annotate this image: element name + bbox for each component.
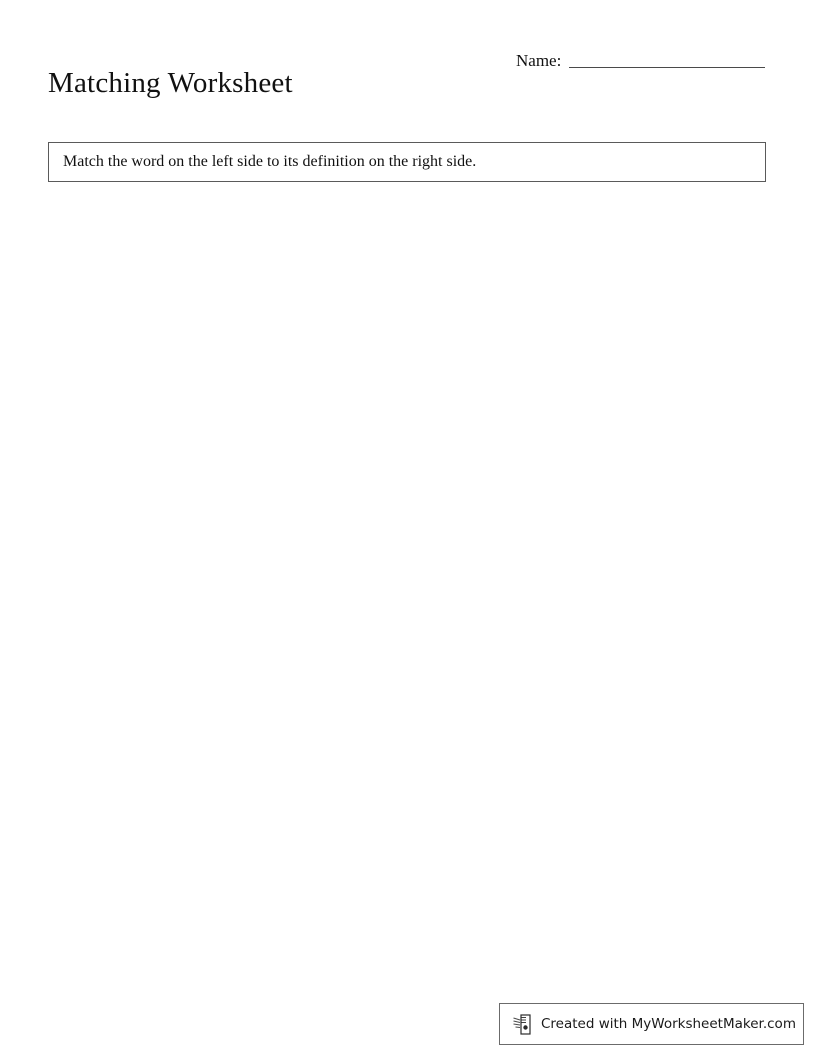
name-write-in-line[interactable] bbox=[569, 67, 765, 68]
matching-work-area bbox=[48, 200, 766, 970]
instructions-text: Match the word on the left side to its definition on the right side. bbox=[63, 153, 477, 170]
page-title: Matching Worksheet bbox=[48, 67, 293, 100]
instructions-box bbox=[48, 142, 766, 182]
name-label: Name: bbox=[516, 51, 562, 70]
worksheet-maker-logo-icon bbox=[513, 1014, 532, 1035]
name-field-group bbox=[516, 52, 765, 71]
footer-credit-text: Created with MyWorksheetMaker.com bbox=[541, 1016, 796, 1032]
footer-credit-badge[interactable] bbox=[499, 1003, 804, 1045]
